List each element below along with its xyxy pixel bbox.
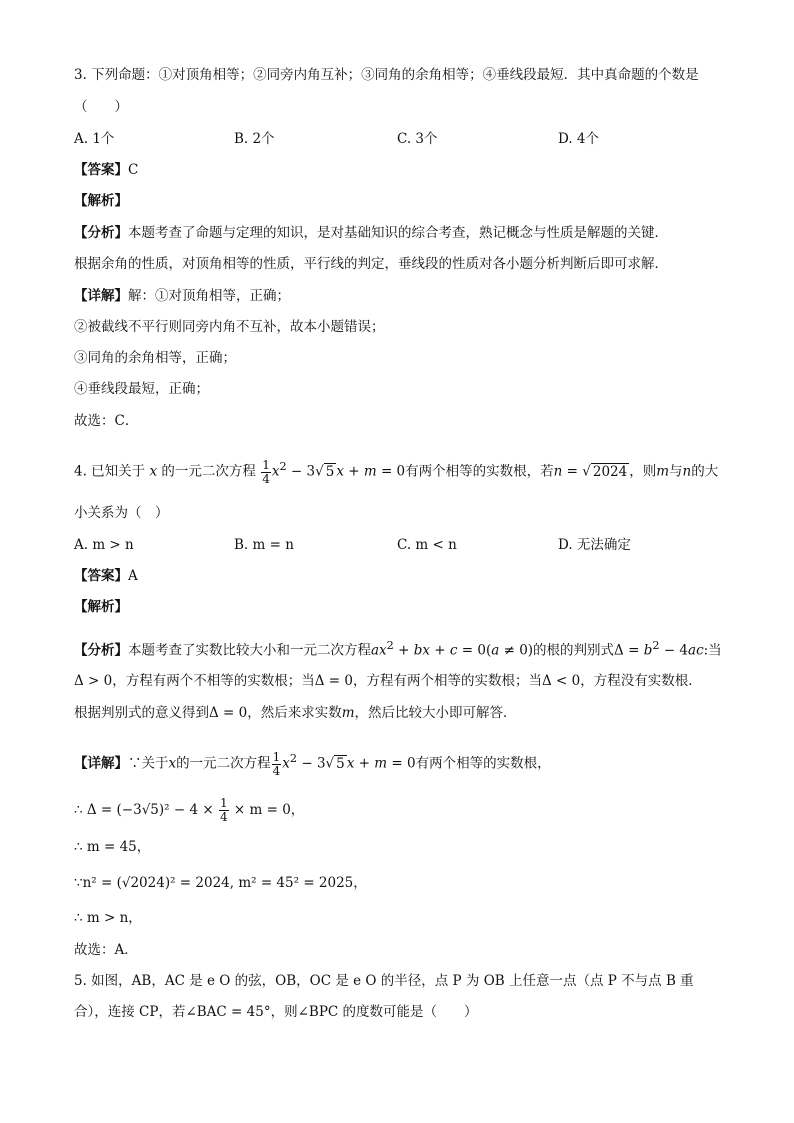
fenxi-1a: 本题考查了实数比较大小和一元二次方程 (128, 642, 371, 659)
q4-option-b: B. m = n (234, 537, 294, 553)
xiangjie-tag: 【详解】 (74, 288, 128, 304)
q4-choose: 故选：A． (74, 942, 138, 958)
q4-analysis-heading: 【解析】 (74, 599, 128, 615)
q3-xiangjie-1 (74, 286, 290, 306)
q4-xiangjie-5: ∴ m > n， (74, 910, 142, 926)
q4-stem: 4. 已知关于 x 的一元二次方程 $\frac{1}{4}$ $x^2 - 3√$ 5 x + m = 0有两个相等的实数根，若n = √ 2024 ，则m与n的大 (74, 457, 719, 486)
q3-paren: （ ） (74, 99, 128, 115)
fenxi-3b: ，然后来求实数 (247, 705, 342, 721)
fenxi-text: 本题考查了命题与定理的知识，是对基础知识的综合考查，熟记概念与性质是解题的关键． (128, 225, 668, 241)
q3-xiangjie-4: ④垂线段最短，正确； (74, 381, 209, 397)
xiangjie-text: 解：①对顶角相等，正确； (128, 288, 290, 304)
q5-line-1: 5. 如图，AB，AC 是 e O 的弦，OB，OC 是 e O 的半径，点 P 为 OB 上任意一点（点 P 不与点 B 重 (74, 973, 694, 989)
q3-choose: 故选：C． (74, 413, 139, 429)
fenxi-1b: 的根的判别式 (533, 642, 615, 659)
answer-tag: 【答案】 (74, 162, 128, 178)
q4-option-c: C. m < n (397, 537, 457, 553)
xj-1a: ∵关于 (128, 755, 169, 772)
q3-fenxi-2: 根据余角的性质，对顶角相等的性质，平行线的判定，垂线段的性质对各小题分析判断后即可求解． (74, 256, 668, 272)
q3-stem: 3. 下列命题：①对顶角相等；②同旁内角互补；③同角的余角相等；④垂线段最短．其中真命题的个数是 (74, 67, 699, 83)
q3-option-d: D. 4个 (558, 131, 600, 147)
fraction-1-4: $\frac{1}{4}$ (262, 457, 270, 486)
q4-option-a: A. m > n (74, 537, 134, 553)
q3-fenxi-1 (74, 223, 668, 243)
q4-fenxi-1: 【分析】本题考查了实数比较大小和一元二次方程$ax^2$ + bx + c = 0(a ≠ 0)的根的判别式$\Delta = b^2 - 4ac$:当 (74, 639, 722, 659)
q4-option-d: D. 无法确定 (558, 537, 631, 553)
q5-line-2: 合），连接 CP，若∠BAC = 45°，则∠BPC 的度数可能是（ ） (74, 1004, 478, 1020)
q3-xiangjie-2: ②被截线不平行则同旁内角不互补，故本小题错误； (74, 319, 385, 335)
var-x: x (149, 463, 158, 480)
q3-xiangjie-3: ③同角的余角相等，正确； (74, 350, 236, 366)
q3-option-b: B. 2个 (234, 131, 275, 147)
fenxi-2c: ，方程没有实数根． (580, 673, 702, 689)
q4-stem-2: 小关系为（ ） (74, 505, 169, 521)
q4-stem-f: 的大 (691, 463, 719, 480)
q3-answer (74, 160, 138, 180)
xiangjie-tag: 【详解】 (74, 755, 128, 772)
q4-stem-b: 的一元二次方程 (161, 463, 256, 480)
q4-stem-a: 4. 已知关于 (74, 463, 146, 480)
q4-stem-c: 有两个相等的实数根，若 (405, 463, 554, 480)
q4-xiangjie-3: ∴ m = 45， (74, 839, 151, 855)
fenxi-2b: ，方程有两个相等的实数根；当 (352, 673, 542, 689)
q3-option-a: A. 1个 (74, 131, 115, 147)
answer-tag: 【答案】 (74, 568, 128, 584)
fenxi-1c: :当 (703, 642, 722, 659)
fenxi-tag: 【分析】 (74, 642, 128, 659)
q4-fenxi-2: Δ > 0，方程有两个不相等的实数根；当Δ = 0，方程有两个相等的实数根；当Δ < 0，方程没有实数根． (74, 673, 702, 689)
q3-option-c: C. 3个 (397, 131, 438, 147)
q3-analysis-heading: 【解析】 (74, 193, 128, 209)
q4-stem-e: 与 (669, 463, 683, 480)
fenxi-3c: ，然后比较大小即可解答． (354, 705, 517, 721)
xj-2b: × m = 0， (233, 802, 305, 818)
q4-xiangjie-4: ∵n² = (√2024)² = 2024, m² = 45² = 2025， (74, 875, 367, 891)
fenxi-2a: ，方程有两个不相等的实数根；当 (112, 673, 315, 689)
xj-1c: 有两个相等的实数根， (415, 755, 551, 772)
q4-fenxi-3: 根据判别式的意义得到Δ = 0，然后来求实数m，然后比较大小即可解答． (74, 705, 517, 721)
xj-2: ∴ Δ = (−3√5)² − 4 × (74, 802, 214, 818)
fenxi-3a: 根据判别式的意义得到 (74, 705, 209, 721)
q4-xiangjie-2: ∴ Δ = (−3√5)² − 4 × $\frac{1}{4}$ × m = 0， (74, 796, 305, 824)
fenxi-tag: 【分析】 (74, 225, 128, 241)
q4-answer (74, 566, 138, 586)
q4-xiangjie-1: 【详解】∵关于x的一元二次方程 $\frac{1}{4}$ $x^2 - 3√$ 5 x + m = 0有两个相等的实数根， (74, 749, 551, 778)
answer-value: A (128, 568, 138, 584)
answer-value: C (128, 162, 139, 178)
xj-1b: 的一元二次方程 (176, 755, 271, 772)
q4-stem-d: ，则 (629, 463, 657, 480)
